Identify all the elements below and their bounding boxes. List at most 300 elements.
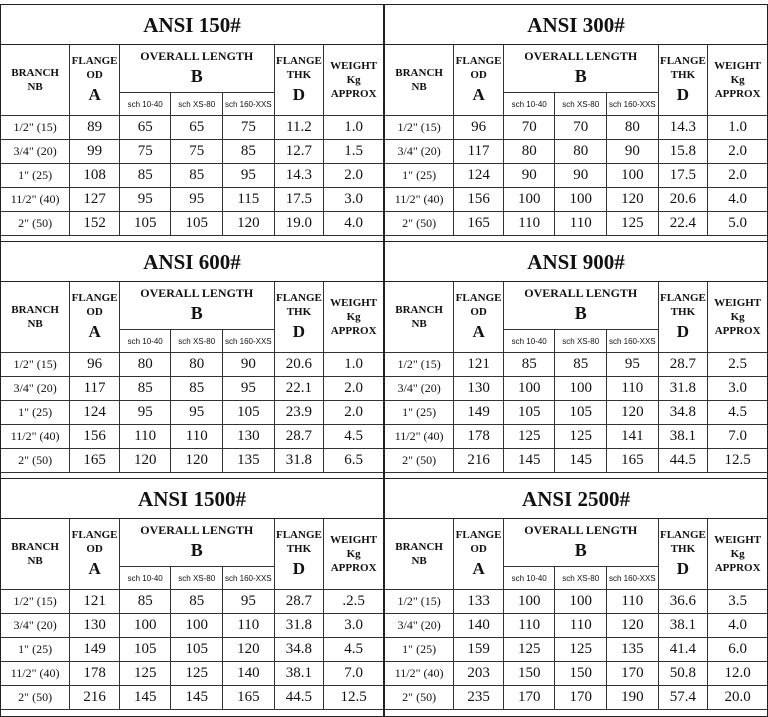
length-schxs-80-cell: 125 [171, 662, 223, 686]
length-sch10-40-cell: 105 [503, 401, 555, 425]
branch-nb-cell: 1" (25) [385, 638, 454, 662]
flange-thk-cell: 34.8 [274, 638, 324, 662]
branch-nb-header: BRANCH NB [385, 45, 454, 116]
flange-od-cell: 159 [454, 638, 504, 662]
flange-od-cell: 165 [70, 449, 120, 473]
length-schxs-80-cell: 85 [171, 377, 223, 401]
length-schxs-80-cell: 110 [555, 614, 607, 638]
weight-cell: 7.0 [708, 425, 767, 449]
table-row [1, 686, 383, 710]
flange-od-header: FLANGE OD A [70, 519, 120, 590]
length-sch10-40-cell: 110 [503, 614, 555, 638]
table-row [1, 140, 383, 164]
flange-od-cell: 89 [70, 116, 120, 140]
weight-header: WEIGHT Kg APPROX [708, 519, 767, 590]
length-schxs-80-cell: 100 [555, 377, 607, 401]
branch-nb-cell: 2" (50) [1, 212, 70, 236]
length-sch160-xxs-cell: 90 [223, 353, 275, 377]
branch-nb-cell: 2" (50) [1, 449, 70, 473]
length-schxs-80-cell: 95 [171, 188, 223, 212]
flange-thk-cell: 38.1 [658, 614, 708, 638]
flange-thk-cell: 38.1 [274, 662, 324, 686]
length-sch10-40-cell: 95 [119, 188, 171, 212]
table-title: ANSI 2500# [385, 479, 767, 519]
length-schxs-80-cell: 85 [555, 353, 607, 377]
flange-od-cell: 121 [454, 353, 504, 377]
table-row [385, 188, 767, 212]
weight-cell: 12.5 [708, 449, 767, 473]
ansi-table-panel [384, 4, 768, 243]
table-title: ANSI 600# [1, 242, 383, 282]
weight-cell: 3.0 [324, 188, 383, 212]
length-schxs-80-cell: 170 [555, 686, 607, 710]
table-row [1, 116, 383, 140]
flange-od-cell: 152 [70, 212, 120, 236]
weight-header: WEIGHT Kg APPROX [708, 282, 767, 353]
ansi-table-panel [384, 241, 768, 480]
length-sch10-40-cell: 85 [503, 353, 555, 377]
length-sch160-xxs-cell: 190 [607, 686, 659, 710]
ansi-table-panel [0, 241, 384, 480]
branch-nb-cell: 3/4" (20) [385, 614, 454, 638]
length-sch10-40-cell: 150 [503, 662, 555, 686]
table-row [385, 212, 767, 236]
flange-thk-cell: 22.4 [658, 212, 708, 236]
table-row [385, 164, 767, 188]
length-schxs-80-cell: 145 [555, 449, 607, 473]
branch-nb-cell: 3/4" (20) [385, 140, 454, 164]
branch-nb-cell: 1" (25) [385, 401, 454, 425]
schedule-header: sch XS-80 [555, 567, 607, 590]
weight-header: WEIGHT Kg APPROX [324, 519, 383, 590]
length-sch10-40-cell: 105 [119, 638, 171, 662]
weight-cell: 1.0 [324, 353, 383, 377]
length-schxs-80-cell: 80 [171, 353, 223, 377]
flange-od-cell: 149 [454, 401, 504, 425]
weight-cell: 2.0 [324, 164, 383, 188]
flange-thk-cell: 19.0 [274, 212, 324, 236]
weight-cell: 4.0 [708, 188, 767, 212]
flange-thk-cell: 15.8 [658, 140, 708, 164]
branch-nb-cell: 11/2" (40) [385, 662, 454, 686]
length-sch160-xxs-cell: 95 [223, 377, 275, 401]
table-row [385, 686, 767, 710]
schedule-header: sch 10-40 [503, 567, 555, 590]
flange-thk-cell: 44.5 [274, 686, 324, 710]
length-schxs-80-cell: 100 [171, 614, 223, 638]
flange-od-header: FLANGE OD A [70, 282, 120, 353]
weight-cell: 4.5 [708, 401, 767, 425]
flange-thk-cell: 12.7 [274, 140, 324, 164]
spec-table [1, 519, 383, 710]
flange-thk-cell: 44.5 [658, 449, 708, 473]
flange-thk-cell: 28.7 [658, 353, 708, 377]
weight-cell: 2.5 [708, 353, 767, 377]
flange-od-cell: 156 [70, 425, 120, 449]
flange-od-cell: 121 [70, 590, 120, 614]
branch-nb-cell: 11/2" (40) [1, 425, 70, 449]
schedule-header: sch XS-80 [171, 330, 223, 353]
schedule-header: sch 160-XXS [223, 93, 275, 116]
flange-thk-cell: 11.2 [274, 116, 324, 140]
length-schxs-80-cell: 120 [171, 449, 223, 473]
length-sch160-xxs-cell: 90 [607, 140, 659, 164]
flange-od-cell: 216 [454, 449, 504, 473]
flange-thk-cell: 31.8 [658, 377, 708, 401]
spec-table [1, 45, 383, 236]
length-schxs-80-cell: 110 [171, 425, 223, 449]
length-schxs-80-cell: 85 [171, 164, 223, 188]
schedule-header: sch 10-40 [503, 93, 555, 116]
length-sch160-xxs-cell: 120 [223, 212, 275, 236]
length-sch160-xxs-cell: 75 [223, 116, 275, 140]
flange-thk-header: FLANGE THK D [274, 45, 324, 116]
table-row [1, 188, 383, 212]
length-sch160-xxs-cell: 170 [607, 662, 659, 686]
table-row [1, 212, 383, 236]
schedule-header: sch XS-80 [555, 330, 607, 353]
table-row [1, 590, 383, 614]
flange-thk-header: FLANGE THK D [274, 519, 324, 590]
length-sch10-40-cell: 85 [119, 590, 171, 614]
flange-thk-cell: 36.6 [658, 590, 708, 614]
length-sch10-40-cell: 125 [503, 638, 555, 662]
ansi-table-panel [0, 478, 384, 717]
table-row [1, 425, 383, 449]
spec-table [385, 519, 767, 710]
flange-od-header: FLANGE OD A [454, 519, 504, 590]
weight-header: WEIGHT Kg APPROX [324, 282, 383, 353]
flange-od-cell: 99 [70, 140, 120, 164]
weight-cell: 12.0 [708, 662, 767, 686]
weight-cell: 1.0 [708, 116, 767, 140]
spec-table [1, 282, 383, 473]
schedule-header: sch 10-40 [119, 93, 171, 116]
length-sch160-xxs-cell: 165 [223, 686, 275, 710]
flange-od-header: FLANGE OD A [454, 45, 504, 116]
flange-od-cell: 96 [454, 116, 504, 140]
weight-header: WEIGHT Kg APPROX [324, 45, 383, 116]
branch-nb-cell: 3/4" (20) [385, 377, 454, 401]
weight-cell: 1.5 [324, 140, 383, 164]
length-schxs-80-cell: 70 [555, 116, 607, 140]
length-sch160-xxs-cell: 130 [223, 425, 275, 449]
length-sch160-xxs-cell: 110 [607, 377, 659, 401]
branch-nb-cell: 11/2" (40) [1, 662, 70, 686]
length-sch160-xxs-cell: 135 [223, 449, 275, 473]
length-sch160-xxs-cell: 125 [607, 212, 659, 236]
length-sch10-40-cell: 70 [503, 116, 555, 140]
length-sch160-xxs-cell: 95 [607, 353, 659, 377]
schedule-header: sch 10-40 [503, 330, 555, 353]
schedule-header: sch 160-XXS [607, 93, 659, 116]
flange-od-cell: 178 [454, 425, 504, 449]
weight-cell: 3.0 [708, 377, 767, 401]
overall-length-header: OVERALL LENGTH B [503, 282, 658, 330]
flange-od-cell: 156 [454, 188, 504, 212]
weight-cell: 5.0 [708, 212, 767, 236]
table-row [1, 614, 383, 638]
length-sch10-40-cell: 110 [503, 212, 555, 236]
length-sch10-40-cell: 125 [503, 425, 555, 449]
table-row [1, 353, 383, 377]
table-row [1, 449, 383, 473]
length-sch10-40-cell: 90 [503, 164, 555, 188]
flange-od-cell: 133 [454, 590, 504, 614]
branch-nb-cell: 2" (50) [385, 212, 454, 236]
length-sch160-xxs-cell: 140 [223, 662, 275, 686]
length-sch10-40-cell: 100 [503, 188, 555, 212]
branch-nb-cell: 1/2" (15) [385, 353, 454, 377]
length-sch160-xxs-cell: 85 [223, 140, 275, 164]
overall-length-header: OVERALL LENGTH B [119, 282, 274, 330]
flange-thk-header: FLANGE THK D [658, 45, 708, 116]
table-row [385, 638, 767, 662]
length-schxs-80-cell: 95 [171, 401, 223, 425]
flange-thk-cell: 20.6 [658, 188, 708, 212]
table-title: ANSI 300# [385, 5, 767, 45]
length-sch160-xxs-cell: 95 [223, 590, 275, 614]
table-title: ANSI 150# [1, 5, 383, 45]
weight-cell: 2.0 [324, 377, 383, 401]
length-schxs-80-cell: 80 [555, 140, 607, 164]
branch-nb-cell: 1/2" (15) [1, 116, 70, 140]
length-sch10-40-cell: 80 [503, 140, 555, 164]
branch-nb-cell: 2" (50) [385, 449, 454, 473]
table-title: ANSI 1500# [1, 479, 383, 519]
table-row [385, 401, 767, 425]
ansi-table-panel [0, 4, 384, 243]
flange-od-cell: 124 [454, 164, 504, 188]
length-schxs-80-cell: 100 [555, 590, 607, 614]
length-sch10-40-cell: 65 [119, 116, 171, 140]
flange-od-cell: 165 [454, 212, 504, 236]
flange-od-cell: 149 [70, 638, 120, 662]
branch-nb-cell: 2" (50) [1, 686, 70, 710]
branch-nb-cell: 3/4" (20) [1, 377, 70, 401]
flange-od-cell: 124 [70, 401, 120, 425]
weight-cell: 4.0 [708, 614, 767, 638]
weight-cell: 20.0 [708, 686, 767, 710]
branch-nb-cell: 11/2" (40) [385, 425, 454, 449]
table-row [385, 377, 767, 401]
length-sch10-40-cell: 120 [119, 449, 171, 473]
length-schxs-80-cell: 150 [555, 662, 607, 686]
branch-nb-cell: 1/2" (15) [385, 116, 454, 140]
branch-nb-cell: 1/2" (15) [1, 590, 70, 614]
branch-nb-cell: 1" (25) [1, 638, 70, 662]
length-sch160-xxs-cell: 135 [607, 638, 659, 662]
flange-thk-cell: 14.3 [274, 164, 324, 188]
flange-thk-header: FLANGE THK D [658, 282, 708, 353]
length-sch10-40-cell: 110 [119, 425, 171, 449]
flange-od-cell: 178 [70, 662, 120, 686]
table-row [385, 614, 767, 638]
flange-thk-cell: 17.5 [274, 188, 324, 212]
flange-thk-cell: 38.1 [658, 425, 708, 449]
weight-cell: .2.5 [324, 590, 383, 614]
schedule-header: sch 160-XXS [223, 330, 275, 353]
length-schxs-80-cell: 65 [171, 116, 223, 140]
branch-nb-cell: 1" (25) [1, 401, 70, 425]
branch-nb-header: BRANCH NB [1, 519, 70, 590]
length-sch160-xxs-cell: 110 [223, 614, 275, 638]
weight-cell: 4.5 [324, 425, 383, 449]
schedule-header: sch 160-XXS [223, 567, 275, 590]
flange-thk-cell: 31.8 [274, 614, 324, 638]
flange-od-cell: 108 [70, 164, 120, 188]
length-sch10-40-cell: 100 [503, 377, 555, 401]
flange-od-cell: 140 [454, 614, 504, 638]
length-sch10-40-cell: 100 [119, 614, 171, 638]
weight-cell: 2.0 [708, 164, 767, 188]
flange-thk-cell: 50.8 [658, 662, 708, 686]
weight-cell: 6.0 [708, 638, 767, 662]
table-row [385, 353, 767, 377]
branch-nb-cell: 3/4" (20) [1, 140, 70, 164]
length-schxs-80-cell: 85 [171, 590, 223, 614]
table-row [385, 140, 767, 164]
length-sch160-xxs-cell: 100 [607, 164, 659, 188]
flange-thk-cell: 41.4 [658, 638, 708, 662]
branch-nb-cell: 3/4" (20) [1, 614, 70, 638]
length-sch10-40-cell: 85 [119, 164, 171, 188]
schedule-header: sch 160-XXS [607, 330, 659, 353]
length-sch160-xxs-cell: 105 [223, 401, 275, 425]
weight-header: WEIGHT Kg APPROX [708, 45, 767, 116]
table-row [385, 662, 767, 686]
flange-od-cell: 117 [70, 377, 120, 401]
flange-od-cell: 235 [454, 686, 504, 710]
branch-nb-cell: 2" (50) [385, 686, 454, 710]
table-row [385, 590, 767, 614]
branch-nb-cell: 11/2" (40) [385, 188, 454, 212]
flange-thk-cell: 23.9 [274, 401, 324, 425]
schedule-header: sch 10-40 [119, 330, 171, 353]
weight-cell: 2.0 [708, 140, 767, 164]
flange-od-header: FLANGE OD A [454, 282, 504, 353]
weight-cell: 1.0 [324, 116, 383, 140]
flange-od-cell: 96 [70, 353, 120, 377]
spec-table [385, 45, 767, 236]
flange-thk-header: FLANGE THK D [274, 282, 324, 353]
flange-od-cell: 216 [70, 686, 120, 710]
table-row [1, 401, 383, 425]
branch-nb-cell: 1" (25) [1, 164, 70, 188]
length-sch10-40-cell: 145 [119, 686, 171, 710]
flange-thk-header: FLANGE THK D [658, 519, 708, 590]
overall-length-header: OVERALL LENGTH B [119, 45, 274, 93]
table-row [385, 116, 767, 140]
length-schxs-80-cell: 145 [171, 686, 223, 710]
length-sch160-xxs-cell: 120 [607, 614, 659, 638]
schedule-header: sch XS-80 [171, 567, 223, 590]
flange-od-cell: 130 [70, 614, 120, 638]
length-schxs-80-cell: 100 [555, 188, 607, 212]
length-sch10-40-cell: 145 [503, 449, 555, 473]
length-schxs-80-cell: 125 [555, 425, 607, 449]
flange-spec-sheet [0, 4, 768, 717]
length-sch160-xxs-cell: 95 [223, 164, 275, 188]
length-sch160-xxs-cell: 110 [607, 590, 659, 614]
branch-nb-cell: 11/2" (40) [1, 188, 70, 212]
branch-nb-header: BRANCH NB [1, 282, 70, 353]
table-title: ANSI 900# [385, 242, 767, 282]
ansi-table-panel [384, 478, 768, 717]
table-row [1, 638, 383, 662]
weight-cell: 7.0 [324, 662, 383, 686]
flange-thk-cell: 17.5 [658, 164, 708, 188]
weight-cell: 4.5 [324, 638, 383, 662]
overall-length-header: OVERALL LENGTH B [503, 45, 658, 93]
flange-od-header: FLANGE OD A [70, 45, 120, 116]
table-row [1, 662, 383, 686]
length-sch10-40-cell: 105 [119, 212, 171, 236]
flange-thk-cell: 28.7 [274, 590, 324, 614]
length-sch10-40-cell: 75 [119, 140, 171, 164]
spec-table [385, 282, 767, 473]
branch-nb-cell: 1/2" (15) [385, 590, 454, 614]
branch-nb-header: BRANCH NB [1, 45, 70, 116]
length-sch10-40-cell: 85 [119, 377, 171, 401]
table-row [385, 425, 767, 449]
flange-od-cell: 130 [454, 377, 504, 401]
length-schxs-80-cell: 75 [171, 140, 223, 164]
flange-thk-cell: 34.8 [658, 401, 708, 425]
branch-nb-header: BRANCH NB [385, 519, 454, 590]
weight-cell: 2.0 [324, 401, 383, 425]
weight-cell: 3.5 [708, 590, 767, 614]
schedule-header: sch 160-XXS [607, 567, 659, 590]
length-schxs-80-cell: 125 [555, 638, 607, 662]
length-sch10-40-cell: 95 [119, 401, 171, 425]
flange-thk-cell: 57.4 [658, 686, 708, 710]
flange-thk-cell: 20.6 [274, 353, 324, 377]
length-schxs-80-cell: 105 [171, 638, 223, 662]
weight-cell: 6.5 [324, 449, 383, 473]
schedule-header: sch XS-80 [555, 93, 607, 116]
flange-thk-cell: 28.7 [274, 425, 324, 449]
schedule-header: sch XS-80 [171, 93, 223, 116]
length-sch160-xxs-cell: 115 [223, 188, 275, 212]
length-sch10-40-cell: 170 [503, 686, 555, 710]
overall-length-header: OVERALL LENGTH B [119, 519, 274, 567]
length-sch160-xxs-cell: 120 [223, 638, 275, 662]
length-sch10-40-cell: 80 [119, 353, 171, 377]
branch-nb-cell: 1/2" (15) [1, 353, 70, 377]
length-schxs-80-cell: 90 [555, 164, 607, 188]
length-sch160-xxs-cell: 120 [607, 401, 659, 425]
length-schxs-80-cell: 105 [555, 401, 607, 425]
length-sch10-40-cell: 100 [503, 590, 555, 614]
flange-od-cell: 203 [454, 662, 504, 686]
flange-thk-cell: 31.8 [274, 449, 324, 473]
table-row [1, 164, 383, 188]
schedule-header: sch 10-40 [119, 567, 171, 590]
flange-od-cell: 117 [454, 140, 504, 164]
length-sch160-xxs-cell: 141 [607, 425, 659, 449]
weight-cell: 4.0 [324, 212, 383, 236]
weight-cell: 12.5 [324, 686, 383, 710]
branch-nb-header: BRANCH NB [385, 282, 454, 353]
flange-od-cell: 127 [70, 188, 120, 212]
table-row [1, 377, 383, 401]
flange-thk-cell: 14.3 [658, 116, 708, 140]
branch-nb-cell: 1" (25) [385, 164, 454, 188]
length-schxs-80-cell: 110 [555, 212, 607, 236]
length-sch10-40-cell: 125 [119, 662, 171, 686]
table-row [385, 449, 767, 473]
